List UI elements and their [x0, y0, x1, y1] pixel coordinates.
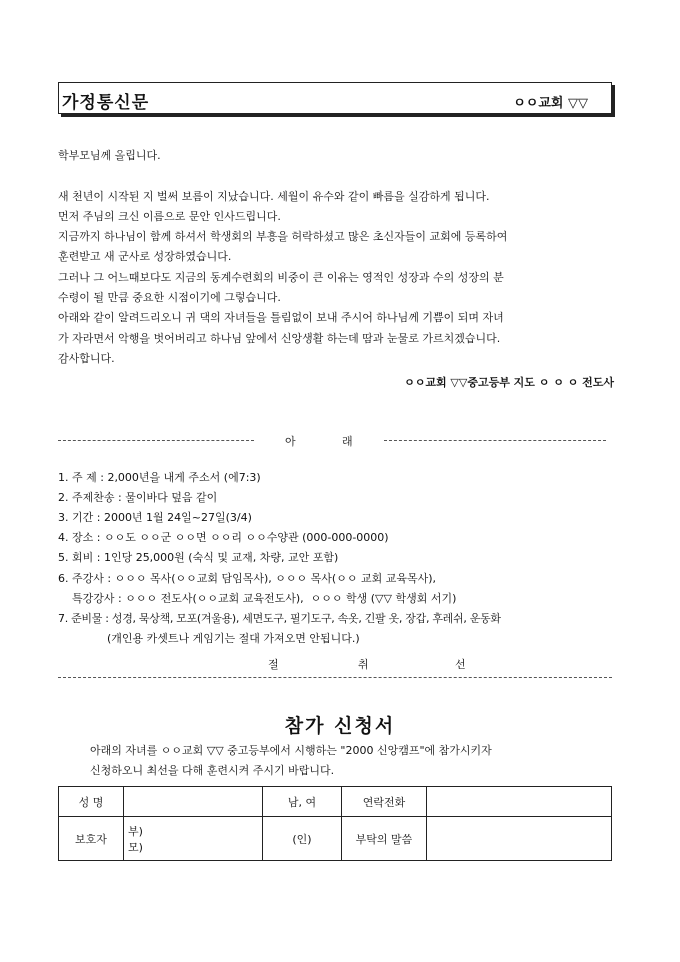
item-line: 1. 주 제 : 2,000년을 내게 주소서 (에7:3)	[58, 471, 261, 484]
document-title: 가정통신문	[62, 93, 150, 113]
contact-label: 연락전화	[342, 787, 427, 817]
item-line: 7. 준비물 : 성경, 묵상책, 모포(겨울용), 세면도구, 필기도구, 속옷, 긴팔 옷, 장갑, 후레쉬, 운동화	[58, 612, 501, 625]
guardian-field[interactable]	[124, 817, 263, 861]
signature: ㅇㅇ교회 ▽▽중고등부 지도 ㅇ ㅇ ㅇ 전도사	[404, 376, 614, 389]
contact-field[interactable]	[427, 787, 612, 817]
item-line: (개인용 카셋트나 게임기는 절대 가져오면 안됩니다.)	[58, 632, 360, 645]
cut-label: 취	[358, 658, 369, 671]
application-title: 참가 신청서	[284, 715, 396, 737]
item-line: 5. 회비 : 1인당 25,000원 (숙식 및 교재, 차량, 교안 포함)	[58, 551, 339, 564]
greeting: 학부모님께 올립니다.	[58, 149, 161, 162]
guardian-label: 보호자	[59, 817, 124, 861]
body-line: 지금까지 하나님이 함께 하셔서 학생회의 부흥을 허락하셨고 많은 초신자들이 교회에 등록하여	[58, 230, 508, 243]
body-line: 훈련받고 새 군사로 성장하였습니다.	[58, 250, 232, 263]
divider-label-right: 래	[342, 435, 353, 448]
cut-line	[58, 677, 612, 678]
cut-label: 절	[268, 658, 279, 671]
cut-label: 선	[455, 658, 466, 671]
church-name: ㅇㅇ교회 ▽▽	[513, 96, 588, 111]
application-text: 아래의 자녀를 ㅇㅇ교회 ▽▽ 중고등부에서 시행하는 "2000 신앙캠프"에 참가시키자	[90, 744, 492, 757]
divider-dash-right	[384, 440, 606, 441]
application-form	[58, 786, 612, 861]
item-line: 특강강사 : ㅇㅇㅇ 전도사(ㅇㅇ교회 교육전도사), ㅇㅇㅇ 학생 (▽▽ 학생회 서기)	[58, 592, 457, 605]
divider-label-left: 아	[285, 435, 296, 448]
item-line: 6. 주강사 : ㅇㅇㅇ 목사(ㅇㅇ교회 담임목사), ㅇㅇㅇ 목사(ㅇㅇ 교회 교육목사),	[58, 572, 436, 585]
application-text: 신청하오니 최선을 다해 훈련시켜 주시기 바랍니다.	[90, 764, 335, 777]
body-line: 가 자라면서 악행을 벗어버리고 하나님 앞에서 신앙생활 하는데 땀과 눈물로 가르치겠습니다.	[58, 332, 501, 345]
request-label: 부탁의 말씀	[342, 817, 427, 861]
mother-label: 모)	[128, 840, 143, 854]
body-line: 수령이 될 만큼 중요한 시점이기에 그렇습니다.	[58, 291, 281, 304]
seal-field[interactable]: (인)	[263, 817, 342, 861]
gender-field[interactable]: 남, 여	[263, 787, 342, 817]
father-label: 부)	[128, 824, 143, 838]
item-line: 3. 기간 : 2000년 1월 24일~27일(3/4)	[58, 511, 252, 524]
body-line: 먼저 주님의 크신 이름으로 문안 인사드립니다.	[58, 210, 281, 223]
name-field[interactable]	[124, 787, 263, 817]
item-line: 4. 장소 : ㅇㅇ도 ㅇㅇ군 ㅇㅇ면 ㅇㅇ리 ㅇㅇ수양관 (000-000-0000)	[58, 531, 389, 544]
body-line: 새 천년이 시작된 지 벌써 보름이 지났습니다. 세월이 유수와 같이 빠름을 실감하게 됩니다.	[58, 190, 490, 203]
item-line: 2. 주제찬송 : 물이바다 덮음 같이	[58, 491, 218, 504]
body-line: 감사합니다.	[58, 352, 115, 365]
request-field[interactable]	[427, 817, 612, 861]
body-line: 아래와 같이 알려드리오니 귀 댁의 자녀들을 틀림없이 보내 주시어 하나님께 기쁨이 되며 자녀	[58, 311, 504, 324]
name-label: 성 명	[59, 787, 124, 817]
divider-dash-left	[58, 440, 254, 441]
body-line: 그러나 그 어느때보다도 지금의 동계수련회의 비중이 큰 이유는 영적인 성장과 수의 성장의 분	[58, 271, 504, 284]
